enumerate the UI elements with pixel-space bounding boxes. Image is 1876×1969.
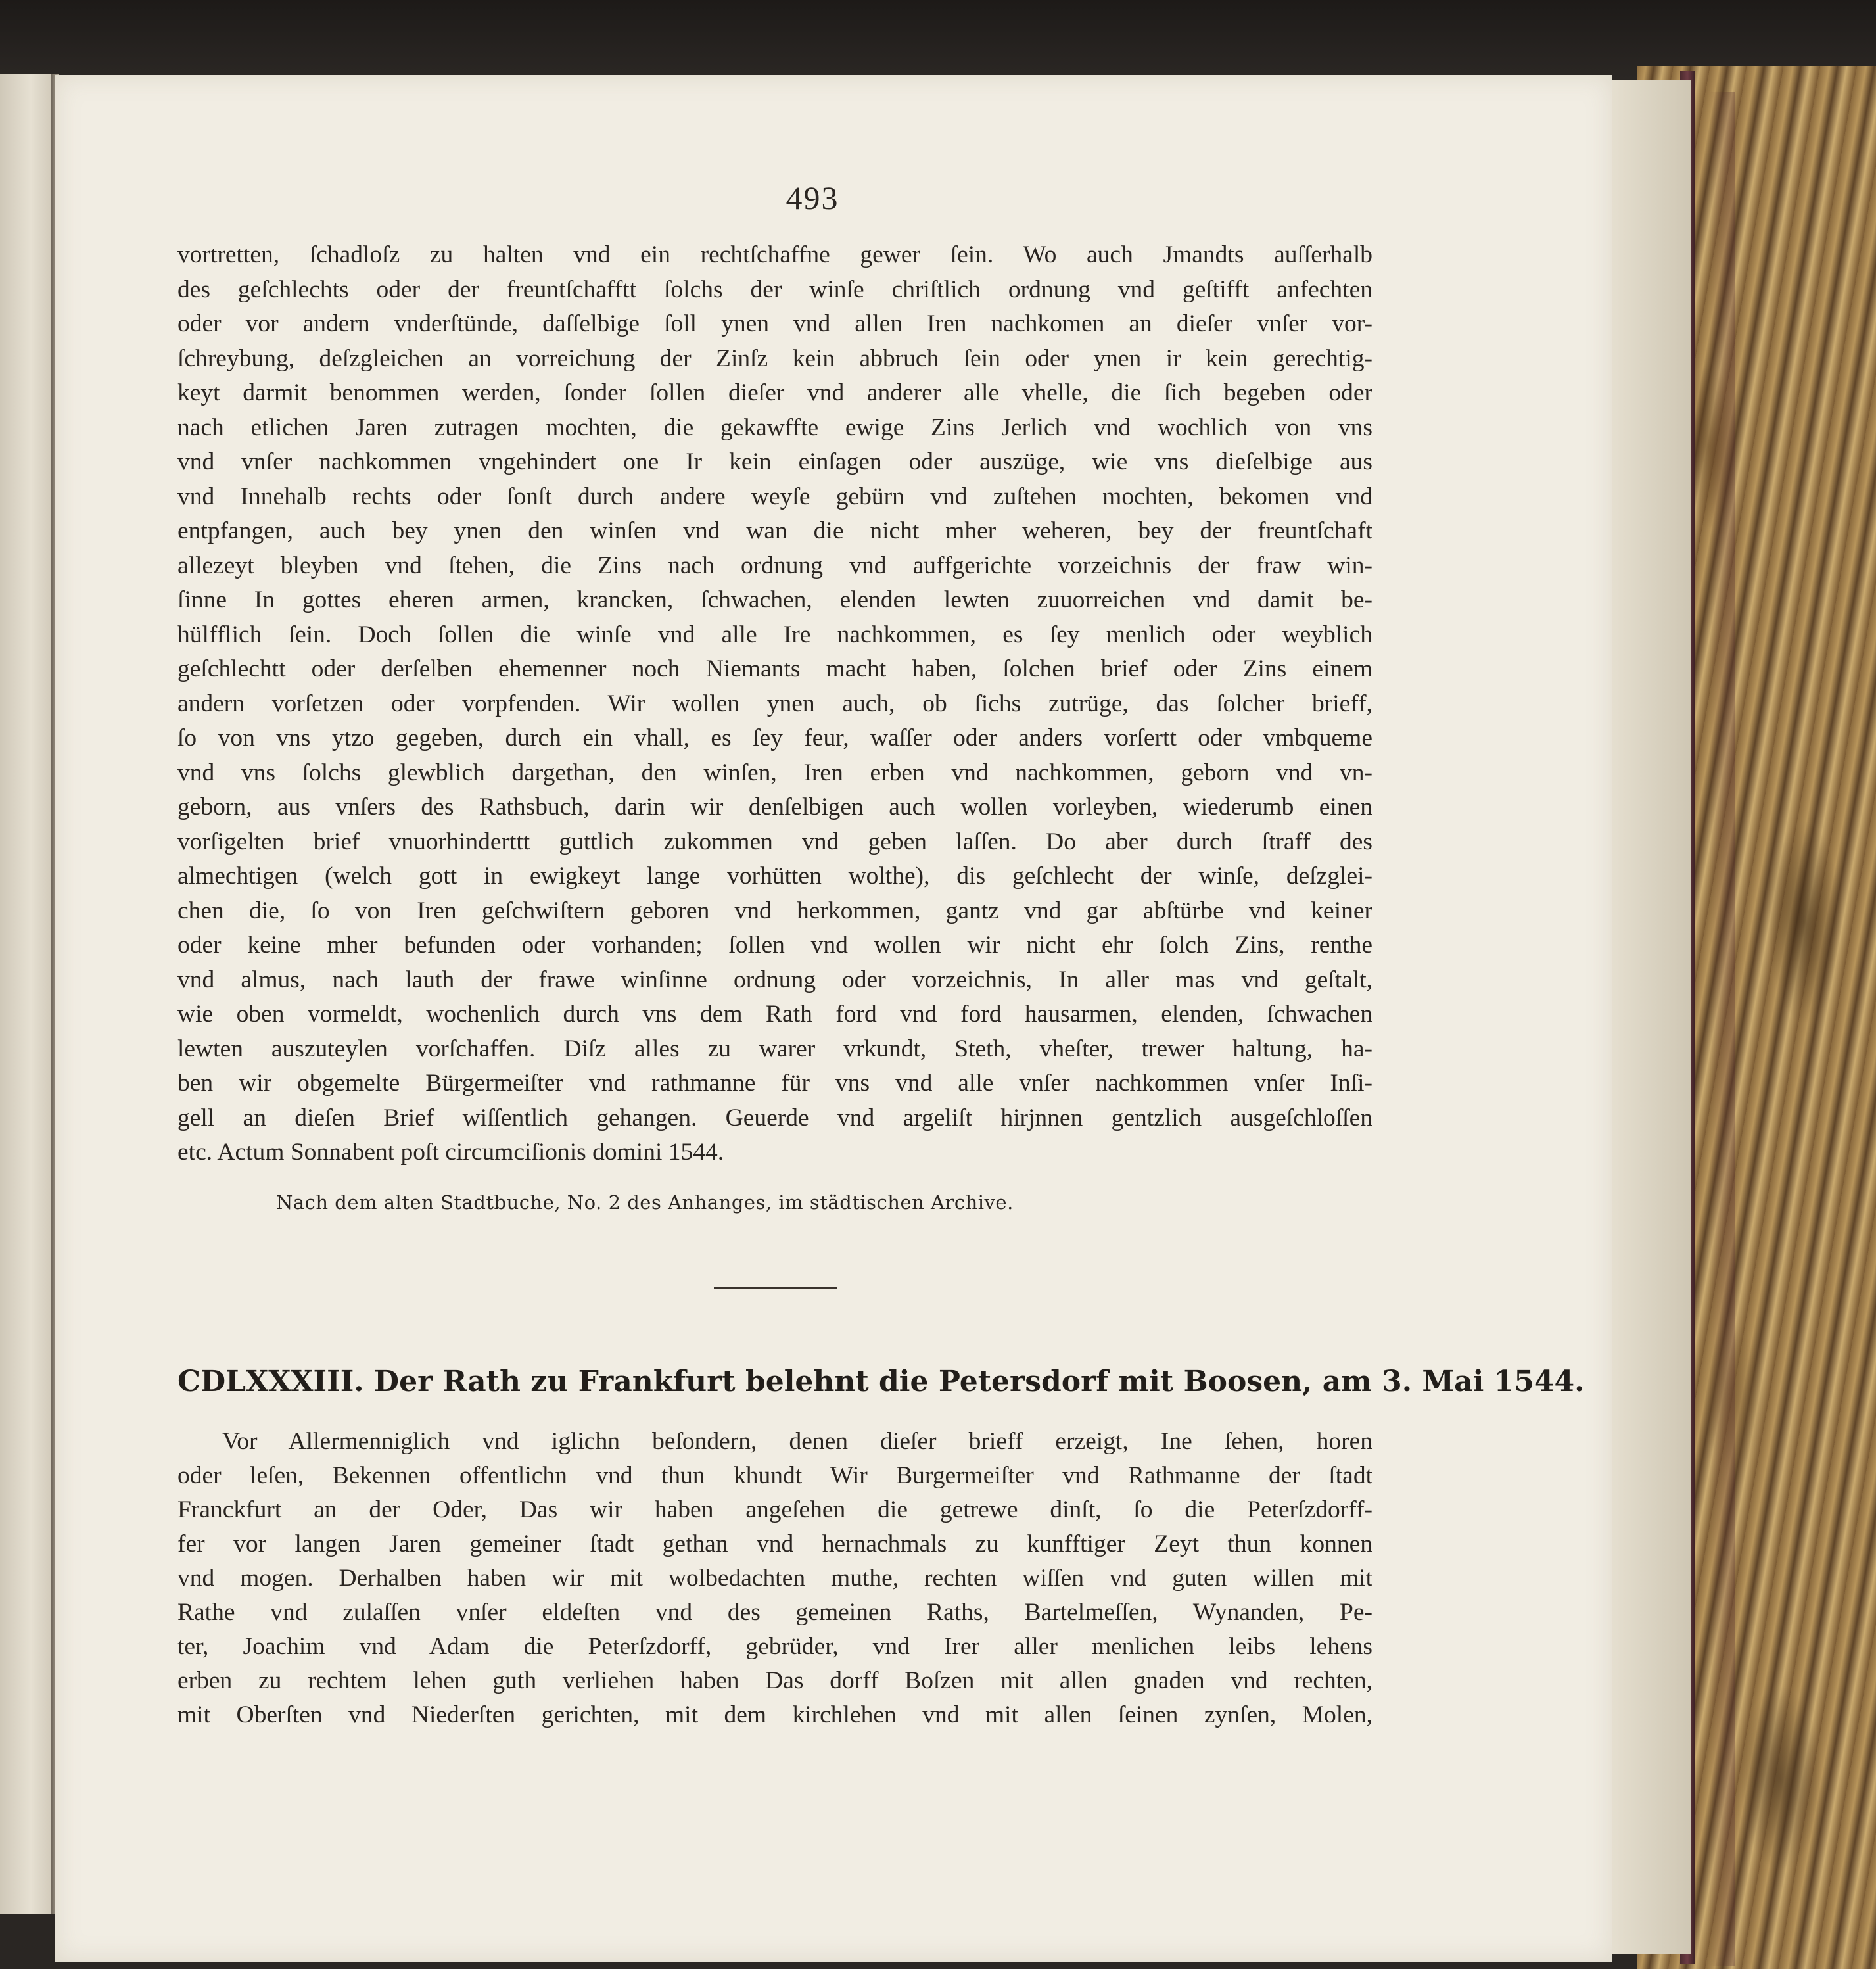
text-line: ſo von vns ytzo gegeben, durch ein vhall, es ſey feur, waſſer oder anders vorſertt oder vmbqueme — [177, 724, 1372, 751]
text-line: oder keine mher befunden oder vorhanden; ſollen vnd wollen wir nicht ehr ſolch Zins, renthe — [177, 932, 1372, 959]
text-line: vnd Innehalb rechts oder ſonſt durch andere weyſe gebürn vnd zuſtehen mochten, bekomen vnd — [177, 483, 1372, 510]
background-top — [0, 0, 1876, 79]
text-line: Franckfurt an der Oder, Das wir haben angeſehen die getrewe dinſt, ſo die Peterſzdorff- — [177, 1496, 1372, 1523]
text-line: almechtigen (welch gott in ewigkeyt lange vorhütten wolthe), dis geſchlecht der winſe, deſzglei- — [177, 863, 1372, 890]
page-number: 493 — [786, 179, 839, 216]
document-heading: CDLXXXIII. Der Rath zu Frankfurt belehnt die Petersdorf mit Boosen, am 3. Mai 1544. — [177, 1365, 1585, 1398]
section-divider — [714, 1287, 837, 1289]
text-line: geborn, aus vnſers des Rathsbuch, darin wir denſelbigen auch wollen vorleyben, wiederumb einen — [177, 794, 1372, 820]
text-line: vortretten, ſchadloſz zu halten vnd ein rechtſchaffne gewer ſein. Wo auch Jmandts auſſerhalb — [177, 241, 1372, 268]
text-line: vnd vns ſolchs glewblich dargethan, den winſen, Iren erben vnd nachkommen, geborn vnd vn- — [177, 759, 1372, 786]
text-line: hülfflich ſein. Doch ſollen die winſe vnd alle Ire nachkommen, es ſey menlich oder weyblich — [177, 621, 1372, 648]
text-line: vnd almus, nach lauth der frawe winſinne ordnung oder vorzeichnis, In aller mas vnd geſtalt, — [177, 966, 1372, 993]
text-line: fer vor langen Jaren gemeiner ſtadt gethan vnd hernachmals zu kunfftiger Zeyt thun konnen — [177, 1530, 1372, 1557]
text-line: gell an dieſen Brief wiſſentlich gehangen. Geuerde vnd argeliſt hirjnnen gentzlich ausgeſchloſſen — [177, 1104, 1372, 1131]
text-line: nach etlichen Jaren zutragen mochten, die gekawffte ewige Zins Jerlich vnd wochlich von vns — [177, 414, 1372, 441]
text-line: Rathe vnd zulaſſen vnſer eldeſten vnd des gemeinen Raths, Bartelmeſſen, Wynanden, Pe- — [177, 1599, 1372, 1626]
text-line: ſchreybung, deſzgleichen an vorreichung der Zinſz kein abbruch ſein oder ynen ir kein gerechtig- — [177, 344, 1372, 372]
text-line: wie oben vormeldt, wochenlich durch vns dem Rath ford vnd ford hausarmen, elenden, ſchwachen — [177, 1001, 1372, 1028]
page-stack-edge — [1604, 80, 1691, 1954]
text-line: etc. Actum Sonnabent poſt circumciſionis domini 1544. — [177, 1139, 724, 1166]
text-line: vorſigelten brief vnuorhinderttt guttlich zukommen vnd geben laſſen. Do aber durch ſtraff des — [177, 828, 1372, 855]
text-line: geſchlechtt oder derſelben ehemenner noch Niemants macht haben, ſolchen brief oder Zins einem — [177, 655, 1372, 682]
text-line: ben wir obgemelte Bürgermeiſter vnd rathmanne für vns vnd alle vnſer nachkommen vnſer Inſi- — [177, 1070, 1372, 1097]
text-line: ter, Joachim vnd Adam die Peterſzdorff, gebrüder, vnd Irer aller menlichen leibs lehens — [177, 1633, 1372, 1660]
document-body — [177, 1425, 1372, 1732]
text-line: keyt darmit benommen werden, ſonder ſollen dieſer vnd anderer alle vhelle, die ſich begeben oder — [177, 379, 1372, 406]
text-line: allezeyt bleyben vnd ſtehen, die Zins nach ordnung vnd auffgerichte vorzeichnis der fraw win- — [177, 552, 1372, 579]
text-line: andern vorſetzen oder vorpfenden. Wir wollen ynen auch, ob ſichs zutrüge, das ſolcher brieff, — [177, 690, 1372, 717]
text-line: erben zu rechtem lehen guth verliehen haben Das dorff Boſzen mit allen gnaden vnd rechten, — [177, 1667, 1372, 1694]
text-line: mit Oberſten vnd Niederſten gerichten, mit dem kirchlehen vnd mit allen ſeinen zynſen, Molen, — [177, 1701, 1372, 1728]
text-line: vnd mogen. Derhalben haben wir mit wolbedachten muthe, rechten wiſſen vnd guten willen mit — [177, 1565, 1372, 1592]
text-line: oder leſen, Bekennen offentlichn vnd thun khundt Wir Burgermeiſter vnd Rathmanne der ſtadt — [177, 1462, 1372, 1489]
text-line: oder vor andern vnderſtünde, daſſelbige ſoll ynen vnd allen Iren nachkomen an dieſer vnſer vor- — [177, 310, 1372, 337]
previous-page-edge — [0, 74, 53, 1914]
paragraph-continuation — [177, 238, 1372, 1170]
text-line: vnd vnſer nachkommen vngehindert one Ir kein einſagen oder auszüge, wie vns dieſelbige aus — [177, 448, 1372, 475]
source-note: Nach dem alten Stadtbuche, No. 2 des Anhanges, im städtischen Archive. — [276, 1191, 1014, 1214]
text-line: lewten auszuteylen vorſchaffen. Diſz alles zu warer vrkundt, Steth, vheſter, trewer haltung, ha- — [177, 1035, 1372, 1062]
text-line: Vor Allermenniglich vnd iglichn beſondern, denen dieſer brieff erzeigt, Ine ſehen, horen — [222, 1428, 1372, 1455]
text-line: chen die, ſo von Iren geſchwiſtern geboren vnd herkommen, gantz vnd gar abſtürbe vnd keiner — [177, 897, 1372, 924]
text-line: ſinne In gottes eheren armen, krancken, ſchwachen, elenden lewten zuuorreichen vnd damit be- — [177, 586, 1372, 613]
text-line: entpfangen, auch bey ynen den winſen vnd wan die nicht mher weheren, bey der freuntſchaft — [177, 517, 1372, 544]
cover-edge-shadow — [1709, 92, 1735, 1966]
text-line: des geſchlechts oder der freuntſchafftt ſolchs der winſe chriſtlich ordnung vnd geſtifft anfechten — [177, 275, 1372, 303]
